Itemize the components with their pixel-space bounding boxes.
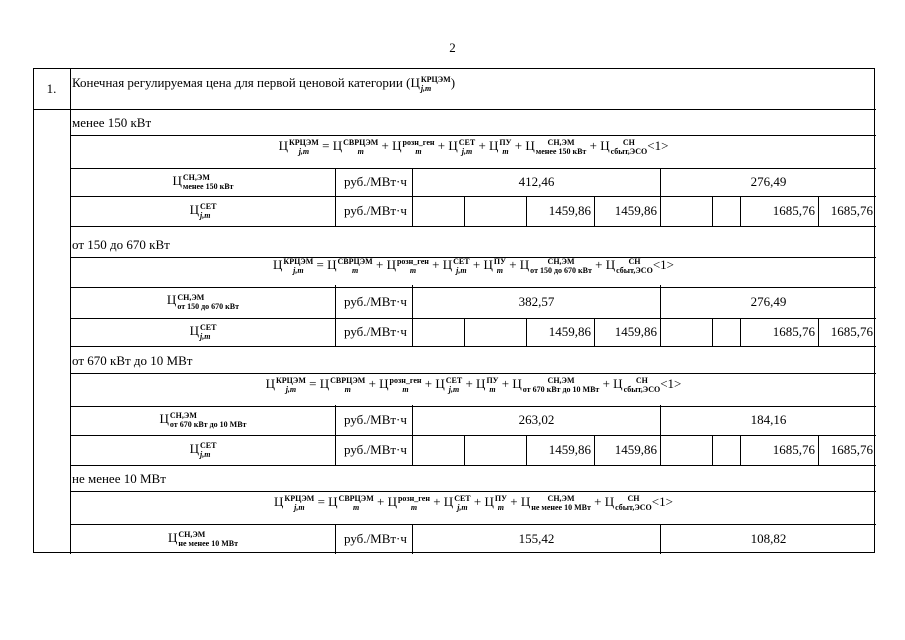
- price-formula: Ц КРЦЭМ j,m = Ц СВРЦЭМ m + Ц розн_ген m + Ц СЕТ j,m + Ц ПУ m + Ц СН,ЭМ менее 150 кВт + Ц СН сбыт,ЭСО <1>: [278, 138, 669, 157]
- value-cell: 1459,86: [527, 318, 595, 346]
- formula-sup: СН,ЭМ: [547, 138, 575, 148]
- table-row: [71, 168, 876, 196]
- formula-sup: СН,ЭМ: [547, 376, 575, 386]
- formula-sup: розн_ген: [402, 138, 435, 148]
- formula-sup: СВРЦЭМ: [338, 494, 374, 504]
- formula-sub: j,m: [298, 147, 310, 157]
- value-cell: [661, 318, 713, 346]
- formula-symbol: Ц: [327, 257, 337, 272]
- parameter-name: Ц СН,ЭМ от 150 до 670 кВт: [71, 285, 336, 318]
- formula-symbol: Ц: [379, 376, 389, 391]
- formula-symbol: Ц: [484, 494, 494, 509]
- value-cell: 1459,86: [527, 435, 595, 465]
- value-cell: [465, 318, 527, 346]
- formula-symbol: Ц: [319, 376, 330, 391]
- value-cell: [465, 435, 527, 465]
- formula-sub: от 670 кВт до 10 МВт: [522, 385, 600, 395]
- formula-symbol: Ц: [442, 257, 453, 272]
- formula-sup: КРЦЭМ: [284, 494, 315, 504]
- formula-symbol: Ц: [387, 494, 397, 509]
- unit-cell: руб./МВт·ч: [336, 524, 413, 554]
- formula-sup: СВРЦЭМ: [343, 138, 379, 148]
- formula-sub: сбыт,ЭСО: [616, 266, 653, 276]
- formula-symbol: Ц: [265, 376, 275, 391]
- unit-cell: руб./МВт·ч: [336, 435, 413, 465]
- formula-sub: менее 150 кВт: [535, 147, 587, 157]
- formula-symbol: Ц: [512, 376, 522, 391]
- unit-cell: руб./МВт·ч: [336, 196, 413, 226]
- formula-sup: ПУ: [493, 257, 506, 267]
- formula-sup: СН: [628, 257, 641, 267]
- formula-sub: j,m: [461, 147, 473, 157]
- formula-sup: ПУ: [494, 494, 507, 504]
- parameter-name: Ц СЕТ j,m: [71, 318, 336, 346]
- formula-sup: СН: [627, 494, 640, 504]
- formula-sub: m: [352, 266, 359, 276]
- value-cell: 382,57: [413, 285, 661, 318]
- formula-symbol: Ц: [443, 494, 454, 509]
- formula-sup: ПУ: [486, 376, 499, 386]
- value-cell: [661, 435, 713, 465]
- item-number: 1.: [46, 81, 57, 96]
- formula-symbol: Ц: [392, 138, 402, 153]
- tariff-table: [33, 68, 875, 553]
- parameter-name: Ц СН,ЭМ менее 150 кВт: [71, 168, 336, 196]
- formula-sup: СЕТ: [445, 376, 463, 386]
- formula-sup: розн_ген: [389, 376, 422, 386]
- value-cell: [465, 196, 527, 226]
- formula-symbol: Ц: [435, 376, 445, 391]
- formula-symbol: Ц: [332, 138, 343, 153]
- formula-symbol: Ц: [520, 494, 531, 509]
- section-label: менее 150 кВт: [72, 115, 152, 130]
- formula-sup: розн_ген: [396, 257, 429, 267]
- formula-sub: m: [353, 503, 360, 513]
- formula-sup: СЕТ: [458, 138, 476, 148]
- formula-sub: не менее 10 МВт: [531, 503, 591, 513]
- value-cell: 1459,86: [595, 196, 661, 226]
- table-row: [71, 405, 876, 435]
- formula-footnote: <1>: [652, 257, 674, 272]
- value-cell: 1685,76: [830, 324, 873, 339]
- formula-symbol: Ц: [605, 257, 616, 272]
- value-cell: 1685,76: [830, 203, 873, 218]
- formula-sub: j,m: [457, 503, 468, 513]
- formula-sub: m: [497, 503, 505, 513]
- value-cell: 276,49: [750, 174, 787, 189]
- formula-symbol: Ц: [600, 138, 610, 153]
- formula-symbol: Ц: [519, 257, 530, 272]
- section-label: от 670 кВт до 10 МВт: [72, 353, 193, 368]
- section-label: от 150 до 670 кВт: [72, 237, 170, 252]
- unit-cell: руб./МВт·ч: [336, 405, 413, 435]
- formula-footnote: <1>: [647, 138, 669, 153]
- value-cell: [413, 196, 465, 226]
- value-cell: 412,46: [413, 168, 661, 196]
- formula-sub: j,m: [448, 385, 460, 395]
- formula-symbol: Ц: [613, 376, 623, 391]
- formula-sup: СН: [622, 138, 635, 148]
- value-cell: 1685,76: [741, 435, 819, 465]
- formula-sup: КРЦЭМ: [283, 257, 314, 267]
- formula-symbol: Ц: [274, 494, 284, 509]
- table-row: [71, 435, 876, 465]
- formula-symbol: Ц: [476, 376, 486, 391]
- value-cell: 1459,86: [527, 196, 595, 226]
- formula-symbol: Ц: [483, 257, 493, 272]
- value-cell: 184,16: [750, 412, 787, 427]
- formula-symbol: Ц: [273, 257, 283, 272]
- formula-sub: m: [344, 385, 351, 395]
- table-row: [71, 196, 876, 226]
- value-cell: [661, 196, 713, 226]
- unit-cell: руб./МВт·ч: [336, 285, 413, 318]
- formula-symbol: Ц: [604, 494, 615, 509]
- value-cell: [713, 196, 741, 226]
- formula-sub: m: [489, 385, 496, 395]
- formula-symbol: Ц: [386, 257, 396, 272]
- value-cell: [413, 435, 465, 465]
- formula-symbol: Ц: [448, 138, 458, 153]
- section-label: не менее 10 МВт: [72, 471, 166, 486]
- formula-sub: сбыт,ЭСО: [615, 503, 652, 513]
- formula-sub: сбыт,ЭСО: [623, 385, 661, 395]
- unit-cell: руб./МВт·ч: [336, 168, 413, 196]
- formula-footnote: <1>: [651, 494, 673, 509]
- value-cell: 276,49: [750, 293, 787, 309]
- formula-sub: m: [402, 385, 409, 395]
- formula-sub: m: [415, 147, 422, 157]
- table-row: [71, 285, 876, 318]
- formula-sup: СН,ЭМ: [547, 257, 575, 267]
- formula-symbol: Ц: [489, 138, 499, 153]
- value-cell: 263,02: [413, 405, 661, 435]
- formula-sub: j,m: [293, 266, 304, 276]
- value-cell: [413, 318, 465, 346]
- formula-sub: m: [357, 147, 364, 157]
- price-formula: Ц КРЦЭМ j,m = Ц СВРЦЭМ m + Ц розн_ген m + Ц СЕТ j,m + Ц ПУ m + Ц СН,ЭМ не менее 10 МВт + Ц СН сбыт,ЭСО <1>: [274, 494, 673, 513]
- formula-sup: СЕТ: [454, 494, 471, 504]
- value-cell: 108,82: [750, 531, 787, 546]
- value-cell: 1685,76: [741, 318, 819, 346]
- formula-sup: КРЦЭМ: [288, 138, 319, 148]
- formula-sup: СВРЦЭМ: [337, 257, 373, 267]
- formula-sup: СН: [635, 376, 648, 386]
- table-row: [71, 524, 876, 554]
- formula-sup: розн_ген: [397, 494, 430, 504]
- value-cell: 155,42: [413, 524, 661, 554]
- value-cell: [713, 435, 741, 465]
- formula-sub: m: [409, 266, 417, 276]
- formula-symbol: Ц: [525, 138, 535, 153]
- formula-sub: j,m: [294, 503, 305, 513]
- parameter-name: Ц СН,ЭМ не менее 10 МВт: [71, 524, 336, 554]
- formula-sup: ПУ: [499, 138, 512, 148]
- formula-sub: сбыт,ЭСО: [610, 147, 648, 157]
- parameter-name: Ц СЕТ j,m: [71, 196, 336, 226]
- value-cell: 1459,86: [595, 318, 661, 346]
- formula-sub: m: [502, 147, 509, 157]
- formula-sup: КРЦЭМ: [275, 376, 306, 386]
- formula-sub: j,m: [285, 385, 297, 395]
- table-row: [71, 318, 876, 346]
- unit-cell: руб./МВт·ч: [336, 318, 413, 346]
- item-title: Конечная регулируемая цена для первой ценовой категории (Ц КРЦЭМ j,m ): [72, 75, 456, 94]
- value-cell: [713, 318, 741, 346]
- value-cell: 1685,76: [741, 196, 819, 226]
- formula-symbol: Ц: [278, 138, 288, 153]
- formula-sup: СВРЦЭМ: [330, 376, 366, 386]
- formula-symbol: Ц: [328, 494, 338, 509]
- page-number: 2: [449, 40, 456, 55]
- value-cell: 1685,76: [830, 442, 873, 457]
- formula-footnote: <1>: [660, 376, 682, 391]
- formula-sub: m: [496, 266, 503, 276]
- formula-sub: j,m: [456, 266, 467, 276]
- price-formula: Ц КРЦЭМ j,m = Ц СВРЦЭМ m + Ц розн_ген m + Ц СЕТ j,m + Ц ПУ m + Ц СН,ЭМ от 670 кВт до 10 МВт + Ц СН сбыт,ЭСО <1>: [265, 376, 682, 395]
- formula-sub: m: [410, 503, 418, 513]
- formula-sup: СЕТ: [453, 257, 470, 267]
- parameter-name: Ц СН,ЭМ от 670 кВт до 10 МВт: [71, 405, 336, 435]
- price-formula: Ц КРЦЭМ j,m = Ц СВРЦЭМ m + Ц розн_ген m + Ц СЕТ j,m + Ц ПУ m + Ц СН,ЭМ от 150 до 670 кВт + Ц СН сбыт,ЭСО <1>: [273, 257, 674, 276]
- value-cell: 1459,86: [595, 435, 661, 465]
- formula-sup: СН,ЭМ: [547, 494, 575, 504]
- parameter-name: Ц СЕТ j,m: [71, 435, 336, 465]
- formula-sub: от 150 до 670 кВт: [530, 266, 592, 276]
